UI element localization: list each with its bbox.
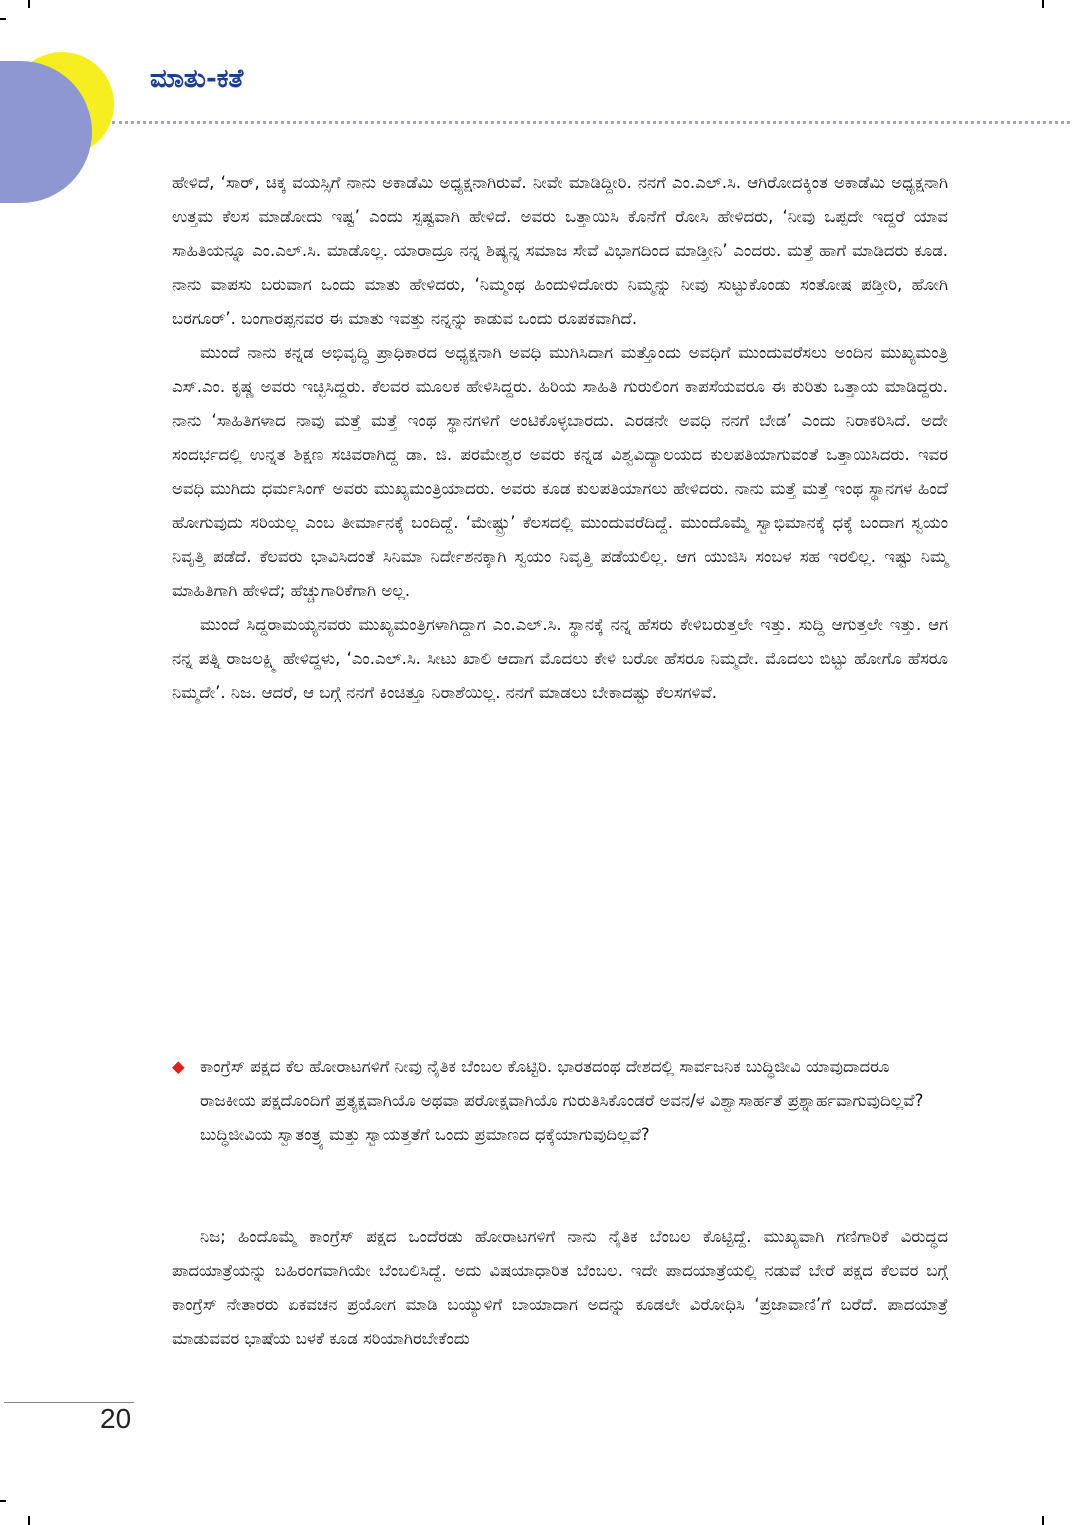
answer-text: ನಿಜ; ಹಿಂದೊಮ್ಮೆ ಕಾಂಗ್ರೆಸ್ ಪಕ್ಷದ ಒಂದೆರಡು ಹೋರಾಟಗಳಿಗೆ ನಾನು ನೈತಿಕ ಬೆಂಬಲ ಕೊಟ್ಟಿದ್ದೆ. ಮುಖ್ಯವಾಗಿ ಗಣಿಗಾರಿಕೆ ವಿರುದ್ಧದ ಪಾದಯಾತ್ರೆಯನ್ನು ಬಹಿರಂಗವಾಗಿಯೇ ಬೆಂಬಲಿಸಿದ್ದೆ. ಅದು ವಿಷಯಾಧಾರಿತ ಬೆಂಬಲ. ಇದೇ ಪಾದಯಾತ್ರೆಯಲ್ಲಿ ನಡುವೆ ಬೇರೆ ಪಕ್ಷದ ಕೆಲವರ ಬಗ್ಗೆ ಕಾಂಗ್ರೆಸ್ ನೇತಾರರು ಏಕವಚನ ಪ್ರಯೋಗ ಮಾಡಿ ಬಯ್ಯುಳಿಗೆ ಬಾಯಾದಾಗ ಅದನ್ನು ಕೂಡಲೇ ವಿರೋಧಿಸಿ ‘ಪ್ರಜಾವಾಣಿ’ಗೆ ಬರೆದೆ. ಪಾದಯಾತ್ರೆ ಮಾಡುವವರ ಭಾಷೆಯ ಬಳಕೆ ಕೂಡ ಸರಿಯಾಗಿರಬೇಕೆಂದು: [172, 1227, 948, 1348]
header-divider: [112, 121, 1070, 124]
diamond-bullet-icon: ◆: [172, 1057, 185, 1076]
page-number: 20: [100, 1403, 132, 1434]
article-body: [172, 166, 948, 710]
crop-mark: [0, 1500, 6, 1502]
question-text: ಕಾಂಗ್ರೆಸ್ ಪಕ್ಷದ ಕೆಲ ಹೋರಾಟಗಳಿಗೆ ನೀವು ನೈತಿಕ ಬೆಂಬಲ ಕೊಟ್ಟಿರಿ. ಭಾರತದಂಥ ದೇಶದಲ್ಲಿ ಸಾರ್ವಜನಿಕ ಬುದ್ಧಿಜೀವಿ ಯಾವುದಾದರೂ ರಾಜಕೀಯ ಪಕ್ಷದೊಂದಿಗೆ ಪ್ರತ್ಯಕ್ಷವಾಗಿಯೊ ಅಥವಾ ಪರೋಕ್ಷವಾಗಿಯೊ ಗುರುತಿಸಿಕೊಂಡರೆ ಅವನ/ಳ ವಿಶ್ವಾಸಾರ್ಹತೆ ಪ್ರಶ್ನಾರ್ಹವಾಗುವುದಿಲ್ಲವೆ? ಬುದ್ಧಿಜೀವಿಯ ಸ್ವಾತಂತ್ರ್ಯ ಮತ್ತು ಸ್ವಾಯತ್ತತೆಗೆ ಒಂದು ಪ್ರಮಾಣದ ಧಕ್ಕೆಯಾಗುವುದಿಲ್ಲವೆ?: [200, 1057, 924, 1144]
interview-question: [172, 1050, 948, 1152]
crop-mark: [28, 1516, 30, 1525]
section-title: ಮಾತು-ಕತೆ: [150, 64, 244, 94]
paragraph: ಮುಂದೆ ನಾನು ಕನ್ನಡ ಅಭಿವೃದ್ಧಿ ಪ್ರಾಧಿಕಾರದ ಅಧ್ಯಕ್ಷನಾಗಿ ಅವಧಿ ಮುಗಿಸಿದಾಗ ಮತ್ತೊಂದು ಅವಧಿಗೆ ಮುಂದುವರೆಸಲು ಅಂದಿನ ಮುಖ್ಯಮಂತ್ರಿ ಎಸ್.ಎಂ. ಕೃಷ್ಣ ಅವರು ಇಚ್ಛಿಸಿದ್ದರು. ಕೆಲವರ ಮೂಲಕ ಹೇಳಿಸಿದ್ದರು. ಹಿರಿಯ ಸಾಹಿತಿ ಗುರುಲಿಂಗ ಕಾಪಸೆಯವರೂ ಈ ಕುರಿತು ಒತ್ತಾಯ ಮಾಡಿದ್ದರು. ನಾನು ‘ಸಾಹಿತಿಗಳಾದ ನಾವು ಮತ್ತೆ ಮತ್ತೆ ಇಂಥ ಸ್ಥಾನಗಳಿಗೆ ಅಂಟಿಕೊಳ್ಳಬಾರದು. ಎರಡನೇ ಅವಧಿ ನನಗೆ ಬೇಡ’ ಎಂದು ನಿರಾಕರಿಸಿದೆ. ಅದೇ ಸಂದರ್ಭದಲ್ಲಿ ಉನ್ನತ ಶಿಕ್ಷಣ ಸಚಿವರಾಗಿದ್ದ ಡಾ. ಜಿ. ಪರಮೇಶ್ವರ ಅವರು ಕನ್ನಡ ವಿಶ್ವವಿದ್ಯಾಲಯದ ಕುಲಪತಿಯಾಗುವಂತೆ ಒತ್ತಾಯಿಸಿದರು. ಇವರ ಅವಧಿ ಮುಗಿದು ಧರ್ಮಸಿಂಗ್ ಅವರು ಮುಖ್ಯಮಂತ್ರಿಯಾದರು. ಅವರು ಕೂಡ ಕುಲಪತಿಯಾಗಲು ಹೇಳಿದರು. ನಾನು ಮತ್ತೆ ಮತ್ತೆ ಇಂಥ ಸ್ಥಾನಗಳ ಹಿಂದೆ ಹೋಗುವುದು ಸರಿಯಲ್ಲ ಎಂಬ ತೀರ್ಮಾನಕ್ಕೆ ಬಂದಿದ್ದೆ. ‘ಮೇಷ್ಟ್ರು’ ಕೆಲಸದಲ್ಲಿ ಮುಂದುವರೆದಿದ್ದೆ. ಮುಂದೊಮ್ಮೆ ಸ್ವಾಭಿಮಾನಕ್ಕೆ ಧಕ್ಕೆ ಬಂದಾಗ ಸ್ವಯಂ ನಿವೃತ್ತಿ ಪಡೆದೆ. ಕೆಲವರು ಭಾವಿಸಿದಂತೆ ಸಿನಿಮಾ ನಿರ್ದೇಶನಕ್ಕಾಗಿ ಸ್ವಯಂ ನಿವೃತ್ತಿ ಪಡೆಯಲಿಲ್ಲ. ಆಗ ಯುಜಿಸಿ ಸಂಬಳ ಸಹ ಇರಲಿಲ್ಲ. ಇಷ್ಟು ನಿಮ್ಮ ಮಾಹಿತಿಗಾಗಿ ಹೇಳಿದೆ; ಹೆಚ್ಚುಗಾರಿಕೆಗಾಗಿ ಅಲ್ಲ.: [172, 343, 948, 600]
paragraph: ಹೇಳಿದೆ, ‘ಸಾರ್, ಚಿಕ್ಕ ವಯಸ್ಸಿಗೆ ನಾನು ಅಕಾಡೆಮಿ ಅಧ್ಯಕ್ಷನಾಗಿರುವೆ. ನೀವೇ ಮಾಡಿದ್ದೀರಿ. ನನಗೆ ಎಂ.ಎಲ್.ಸಿ. ಆಗಿರೋದಕ್ಕಿಂತ ಅಕಾಡೆಮಿ ಅಧ್ಯಕ್ಷನಾಗಿ ಉತ್ತಮ ಕೆಲಸ ಮಾಡೋದು ಇಷ್ಟ’ ಎಂದು ಸ್ಪಷ್ಟವಾಗಿ ಹೇಳಿದೆ. ಅವರು ಒತ್ತಾಯಿಸಿ ಕೊನೆಗೆ ರೋಸಿ ಹೇಳಿದರು, ‘ನೀವು ಒಪ್ಪದೇ ಇದ್ದರೆ ಯಾವ ಸಾಹಿತಿಯನ್ನೂ ಎಂ.ಎಲ್.ಸಿ. ಮಾಡೊಲ್ಲ. ಯಾರಾದ್ರೂ ನನ್ನ ಶಿಷ್ಯನ್ನ ಸಮಾಜ ಸೇವೆ ವಿಭಾಗದಿಂದ ಮಾಡ್ತೀನಿ’ ಎಂದರು. ಮತ್ತೆ ಹಾಗೆ ಮಾಡಿದರು ಕೂಡ. ನಾನು ವಾಪಸು ಬರುವಾಗ ಒಂದು ಮಾತು ಹೇಳಿದರು, ‘ನಿಮ್ಮಂಥ ಹಿಂದುಳಿದೋರು ನಿಮ್ಮನ್ನು ನೀವು ಸುಟ್ಟುಕೊಂಡು ಸಂತೋಷ ಪಡ್ತೀರಿ, ಹೋಗಿ ಬರಗೂರ್’. ಬಂಗಾರಪ್ಪನವರ ಈ ಮಾತು ಇವತ್ತು ನನ್ನನ್ನು ಕಾಡುವ ಒಂದು ರೂಪಕವಾಗಿದೆ.: [172, 173, 948, 328]
crop-mark: [28, 0, 30, 8]
crop-mark: [1042, 0, 1044, 8]
paragraph: ಮುಂದೆ ಸಿದ್ದರಾಮಯ್ಯನವರು ಮುಖ್ಯಮಂತ್ರಿಗಳಾಗಿದ್ದಾಗ ಎಂ.ಎಲ್.ಸಿ. ಸ್ಥಾನಕ್ಕೆ ನನ್ನ ಹೆಸರು ಕೇಳಿಬರುತ್ತಲೇ ಇತ್ತು. ಸುದ್ದಿ ಆಗುತ್ತಲೇ ಇತ್ತು. ಆಗ ನನ್ನ ಪತ್ನಿ ರಾಜಲಕ್ಷ್ಮಿ ಹೇಳಿದ್ದಳು, ‘ಎಂ.ಎಲ್.ಸಿ. ಸೀಟು ಖಾಲಿ ಆದಾಗ ಮೊದಲು ಕೇಳಿ ಬರೋ ಹೆಸರೂ ನಿಮ್ಮದೇ. ಮೊದಲು ಬಿಟ್ಟು ಹೋಗೊ ಹೆಸರೂ ನಿಮ್ಮದೇ’. ನಿಜ. ಆದರೆ, ಆ ಬಗ್ಗೆ ನನಗೆ ಕಿಂಚಿತ್ತೂ ನಿರಾಶೆಯಿಲ್ಲ. ನನಗೆ ಮಾಡಲು ಬೇಕಾದಷ್ಟು ಕೆಲಸಗಳಿವೆ.: [172, 615, 948, 702]
interview-answer: [172, 1220, 948, 1356]
crop-mark: [1042, 1516, 1044, 1525]
crop-mark: [0, 18, 6, 20]
